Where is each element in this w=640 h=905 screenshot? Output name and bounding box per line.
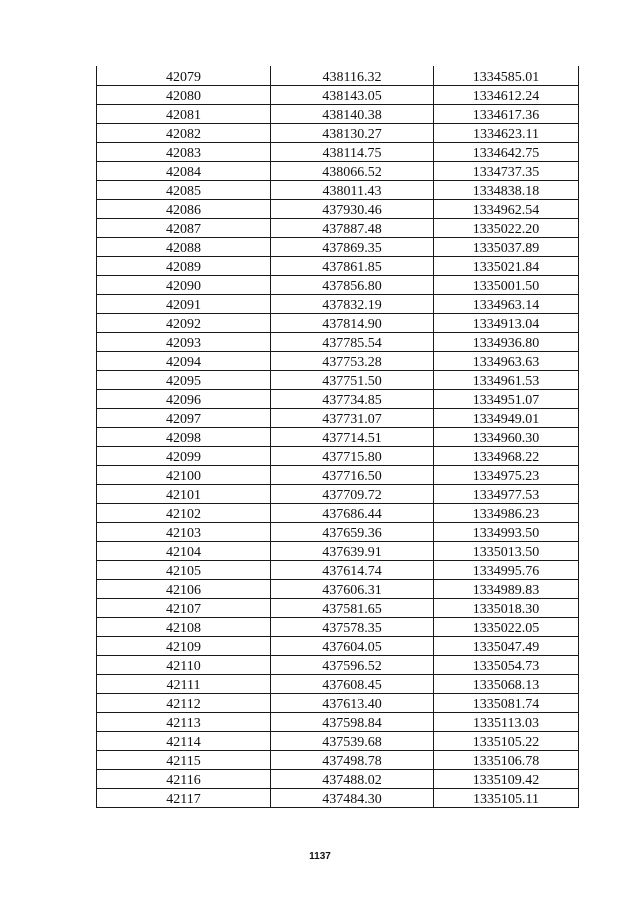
- point-id-cell: [97, 675, 271, 694]
- table-row: [97, 465, 579, 484]
- x-coordinate-value: 437751.50: [322, 373, 382, 389]
- table-row: [97, 294, 579, 313]
- point-id-cell: [97, 598, 271, 617]
- x-coordinate-value: 438011.43: [322, 183, 382, 199]
- point-id-value: 42084: [166, 164, 201, 180]
- point-id-value: 42116: [166, 773, 201, 789]
- point-id-value: 42092: [166, 316, 201, 332]
- y-coordinate-cell: [434, 389, 579, 408]
- table-row: [97, 66, 579, 85]
- x-coordinate-value: 438114.75: [322, 145, 382, 161]
- table-row: [97, 332, 579, 351]
- x-coordinate-value: 437709.72: [322, 487, 382, 503]
- y-coordinate-value: 1334936.80: [472, 335, 540, 351]
- y-coordinate-value: 1334986.23: [472, 506, 540, 522]
- x-coordinate-value: 437608.45: [322, 678, 382, 694]
- y-coordinate-value: 1335047.49: [472, 639, 540, 655]
- x-coordinate-cell: [271, 332, 434, 351]
- table-row: [97, 351, 579, 370]
- point-id-value: 42109: [166, 639, 201, 655]
- y-coordinate-cell: [434, 446, 579, 465]
- y-coordinate-value: 1335109.42: [472, 773, 540, 789]
- x-coordinate-cell: [271, 275, 434, 294]
- point-id-cell: [97, 66, 271, 85]
- y-coordinate-cell: [434, 522, 579, 541]
- point-id-cell: [97, 275, 271, 294]
- x-coordinate-value: 437539.68: [322, 735, 382, 751]
- point-id-value: 42111: [166, 678, 201, 694]
- table-row: [97, 770, 579, 789]
- y-coordinate-cell: [434, 104, 579, 123]
- point-id-cell: [97, 237, 271, 256]
- y-coordinate-value: 1334951.07: [472, 392, 540, 408]
- x-coordinate-value: 437659.36: [322, 525, 382, 541]
- y-coordinate-value: 1335013.50: [472, 544, 540, 560]
- x-coordinate-value: 437488.02: [322, 773, 382, 789]
- x-coordinate-value: 437930.46: [322, 202, 382, 218]
- x-coordinate-cell: [271, 294, 434, 313]
- table-row: [97, 142, 579, 161]
- y-coordinate-value: 1335022.05: [472, 620, 540, 636]
- x-coordinate-cell: [271, 161, 434, 180]
- point-id-cell: [97, 484, 271, 503]
- table-row: [97, 256, 579, 275]
- x-coordinate-value: 437887.48: [322, 221, 382, 237]
- x-coordinate-value: 437606.31: [322, 582, 382, 598]
- x-coordinate-value: 438140.38: [322, 107, 382, 123]
- table-row: [97, 636, 579, 655]
- x-coordinate-cell: [271, 104, 434, 123]
- point-id-cell: [97, 770, 271, 789]
- y-coordinate-value: 1335113.03: [473, 716, 539, 732]
- table-row: [97, 560, 579, 579]
- y-coordinate-cell: [434, 770, 579, 789]
- point-id-cell: [97, 142, 271, 161]
- x-coordinate-cell: [271, 66, 434, 85]
- point-id-value: 42095: [166, 373, 201, 389]
- x-coordinate-cell: [271, 313, 434, 332]
- point-id-value: 42086: [166, 202, 201, 218]
- table-row: [97, 541, 579, 560]
- x-coordinate-cell: [271, 237, 434, 256]
- point-id-cell: [97, 408, 271, 427]
- point-id-cell: [97, 446, 271, 465]
- point-id-value: 42096: [166, 392, 201, 408]
- x-coordinate-value: 437753.28: [322, 354, 382, 370]
- x-coordinate-value: 437814.90: [322, 316, 382, 332]
- y-coordinate-value: 1335018.30: [472, 601, 540, 617]
- x-coordinate-cell: [271, 370, 434, 389]
- x-coordinate-cell: [271, 256, 434, 275]
- point-id-value: 42081: [166, 107, 201, 123]
- point-id-value: 42108: [166, 620, 201, 636]
- point-id-value: 42093: [166, 335, 201, 351]
- table-row: [97, 180, 579, 199]
- y-coordinate-value: 1334737.35: [472, 164, 540, 180]
- coordinate-table-body: [97, 66, 579, 808]
- point-id-cell: [97, 465, 271, 484]
- x-coordinate-cell: [271, 484, 434, 503]
- y-coordinate-cell: [434, 789, 579, 808]
- x-coordinate-cell: [271, 142, 434, 161]
- x-coordinate-cell: [271, 713, 434, 732]
- table-row: [97, 446, 579, 465]
- point-id-value: 42107: [166, 601, 201, 617]
- table-row: [97, 161, 579, 180]
- table-row: [97, 408, 579, 427]
- x-coordinate-cell: [271, 655, 434, 674]
- table-row: [97, 503, 579, 522]
- point-id-cell: [97, 104, 271, 123]
- x-coordinate-cell: [271, 617, 434, 636]
- x-coordinate-value: 437715.80: [322, 449, 382, 465]
- y-coordinate-cell: [434, 427, 579, 446]
- x-coordinate-value: 438130.27: [322, 126, 382, 142]
- x-coordinate-cell: [271, 427, 434, 446]
- y-coordinate-value: 1334977.53: [472, 487, 540, 503]
- point-id-cell: [97, 161, 271, 180]
- x-coordinate-value: 438066.52: [322, 164, 382, 180]
- point-id-cell: [97, 199, 271, 218]
- point-id-value: 42085: [166, 183, 201, 199]
- point-id-cell: [97, 713, 271, 732]
- y-coordinate-cell: [434, 123, 579, 142]
- table-row: [97, 427, 579, 446]
- point-id-cell: [97, 85, 271, 104]
- y-coordinate-value: 1334995.76: [472, 563, 540, 579]
- point-id-value: 42094: [166, 354, 201, 370]
- x-coordinate-cell: [271, 199, 434, 218]
- point-id-value: 42113: [166, 716, 201, 732]
- point-id-cell: [97, 541, 271, 560]
- point-id-cell: [97, 427, 271, 446]
- table-row: [97, 675, 579, 694]
- x-coordinate-cell: [271, 180, 434, 199]
- x-coordinate-cell: [271, 522, 434, 541]
- x-coordinate-cell: [271, 408, 434, 427]
- point-id-value: 42079: [166, 69, 201, 85]
- y-coordinate-value: 1334961.53: [472, 373, 540, 389]
- table-row: [97, 713, 579, 732]
- x-coordinate-value: 437604.05: [322, 639, 382, 655]
- x-coordinate-cell: [271, 770, 434, 789]
- x-coordinate-value: 437856.80: [322, 278, 382, 294]
- y-coordinate-cell: [434, 541, 579, 560]
- y-coordinate-cell: [434, 579, 579, 598]
- x-coordinate-cell: [271, 85, 434, 104]
- point-id-cell: [97, 522, 271, 541]
- y-coordinate-value: 1334963.14: [472, 297, 540, 313]
- point-id-cell: [97, 180, 271, 199]
- y-coordinate-cell: [434, 66, 579, 85]
- page-number: 1137: [309, 851, 331, 862]
- table-row: [97, 275, 579, 294]
- table-row: [97, 85, 579, 104]
- x-coordinate-value: 437716.50: [322, 468, 382, 484]
- point-id-value: 42110: [166, 659, 201, 674]
- y-coordinate-cell: [434, 560, 579, 579]
- x-coordinate-cell: [271, 789, 434, 808]
- point-id-cell: [97, 123, 271, 142]
- table-row: [97, 313, 579, 332]
- point-id-value: 42099: [166, 449, 201, 465]
- point-id-cell: [97, 389, 271, 408]
- x-coordinate-value: 437861.85: [322, 259, 382, 275]
- x-coordinate-cell: [271, 598, 434, 617]
- y-coordinate-value: 1335105.11: [473, 792, 539, 808]
- x-coordinate-cell: [271, 560, 434, 579]
- table-row: [97, 617, 579, 636]
- point-id-value: 42112: [166, 697, 201, 713]
- y-coordinate-cell: [434, 370, 579, 389]
- x-coordinate-value: 437714.51: [322, 430, 382, 446]
- y-coordinate-cell: [434, 713, 579, 732]
- x-coordinate-cell: [271, 675, 434, 694]
- x-coordinate-cell: [271, 751, 434, 770]
- x-coordinate-value: 437484.30: [322, 792, 382, 808]
- y-coordinate-cell: [434, 636, 579, 655]
- table-row: [97, 104, 579, 123]
- y-coordinate-cell: [434, 313, 579, 332]
- point-id-cell: [97, 655, 271, 674]
- x-coordinate-value: 437869.35: [322, 240, 382, 256]
- table-row: [97, 751, 579, 770]
- point-id-value: 42089: [166, 259, 201, 275]
- table-row: [97, 694, 579, 713]
- table-row: [97, 484, 579, 503]
- point-id-cell: [97, 503, 271, 522]
- y-coordinate-cell: [434, 161, 579, 180]
- x-coordinate-value: 437734.85: [322, 392, 382, 408]
- y-coordinate-value: 1334642.75: [472, 145, 540, 161]
- y-coordinate-cell: [434, 218, 579, 237]
- y-coordinate-cell: [434, 598, 579, 617]
- y-coordinate-cell: [434, 199, 579, 218]
- x-coordinate-value: 437578.35: [322, 620, 382, 636]
- point-id-value: 42114: [166, 735, 201, 751]
- point-id-value: 42105: [166, 563, 201, 579]
- point-id-value: 42087: [166, 221, 201, 237]
- point-id-value: 42088: [166, 240, 201, 256]
- y-coordinate-cell: [434, 332, 579, 351]
- y-coordinate-cell: [434, 351, 579, 370]
- x-coordinate-value: 437785.54: [322, 335, 382, 351]
- point-id-value: 42115: [166, 754, 201, 770]
- point-id-value: 42106: [166, 582, 201, 598]
- point-id-value: 42080: [166, 88, 201, 104]
- y-coordinate-cell: [434, 294, 579, 313]
- point-id-cell: [97, 732, 271, 751]
- x-coordinate-cell: [271, 465, 434, 484]
- y-coordinate-value: 1334913.04: [472, 316, 540, 332]
- x-coordinate-value: 437613.40: [322, 697, 382, 713]
- point-id-cell: [97, 636, 271, 655]
- table-row: [97, 237, 579, 256]
- x-coordinate-value: 437832.19: [322, 297, 382, 313]
- y-coordinate-cell: [434, 275, 579, 294]
- x-coordinate-cell: [271, 694, 434, 713]
- y-coordinate-value: 1334838.18: [472, 183, 540, 199]
- coordinate-table: [96, 66, 579, 808]
- y-coordinate-cell: [434, 142, 579, 161]
- y-coordinate-value: 1334612.24: [472, 88, 540, 104]
- x-coordinate-value: 438143.05: [322, 88, 382, 104]
- point-id-value: 42117: [166, 792, 201, 808]
- point-id-cell: [97, 218, 271, 237]
- y-coordinate-value: 1335022.20: [472, 221, 540, 237]
- table-row: [97, 789, 579, 808]
- point-id-cell: [97, 560, 271, 579]
- y-coordinate-cell: [434, 617, 579, 636]
- y-coordinate-cell: [434, 256, 579, 275]
- y-coordinate-cell: [434, 655, 579, 674]
- point-id-value: 42102: [166, 506, 201, 522]
- x-coordinate-value: 437498.78: [322, 754, 382, 770]
- point-id-cell: [97, 313, 271, 332]
- y-coordinate-cell: [434, 484, 579, 503]
- x-coordinate-cell: [271, 123, 434, 142]
- y-coordinate-value: 1334962.54: [472, 202, 540, 218]
- point-id-value: 42097: [166, 411, 201, 427]
- x-coordinate-cell: [271, 732, 434, 751]
- y-coordinate-value: 1335054.73: [472, 659, 540, 674]
- table-row: [97, 370, 579, 389]
- y-coordinate-value: 1335068.13: [472, 678, 540, 694]
- point-id-cell: [97, 332, 271, 351]
- y-coordinate-value: 1335105.22: [472, 735, 540, 751]
- x-coordinate-cell: [271, 351, 434, 370]
- y-coordinate-cell: [434, 675, 579, 694]
- y-coordinate-value: 1334623.11: [473, 126, 539, 142]
- y-coordinate-cell: [434, 237, 579, 256]
- point-id-cell: [97, 694, 271, 713]
- x-coordinate-cell: [271, 446, 434, 465]
- point-id-cell: [97, 579, 271, 598]
- table-row: [97, 522, 579, 541]
- y-coordinate-cell: [434, 85, 579, 104]
- y-coordinate-cell: [434, 694, 579, 713]
- x-coordinate-value: 437686.44: [322, 506, 382, 522]
- x-coordinate-cell: [271, 636, 434, 655]
- x-coordinate-value: 437614.74: [322, 563, 382, 579]
- point-id-cell: [97, 789, 271, 808]
- y-coordinate-value: 1334617.36: [472, 107, 540, 123]
- x-coordinate-cell: [271, 389, 434, 408]
- table-row: [97, 123, 579, 142]
- point-id-value: 42082: [166, 126, 201, 142]
- table-row: [97, 389, 579, 408]
- point-id-value: 42083: [166, 145, 201, 161]
- y-coordinate-cell: [434, 180, 579, 199]
- point-id-cell: [97, 256, 271, 275]
- point-id-value: 42098: [166, 430, 201, 446]
- y-coordinate-value: 1334975.23: [472, 468, 540, 484]
- table-row: [97, 655, 579, 674]
- point-id-value: 42101: [166, 487, 201, 503]
- table-row: [97, 218, 579, 237]
- x-coordinate-value: 437596.52: [322, 659, 382, 674]
- x-coordinate-value: 437598.84: [322, 716, 382, 732]
- y-coordinate-value: 1334993.50: [472, 525, 540, 541]
- y-coordinate-value: 1334585.01: [472, 69, 540, 85]
- point-id-cell: [97, 351, 271, 370]
- x-coordinate-value: 437581.65: [322, 601, 382, 617]
- y-coordinate-cell: [434, 408, 579, 427]
- y-coordinate-value: 1334968.22: [472, 449, 540, 465]
- table-row: [97, 598, 579, 617]
- y-coordinate-cell: [434, 465, 579, 484]
- table-row: [97, 579, 579, 598]
- y-coordinate-cell: [434, 503, 579, 522]
- x-coordinate-value: 437639.91: [322, 544, 382, 560]
- point-id-value: 42100: [166, 468, 201, 484]
- y-coordinate-value: 1335081.74: [472, 697, 540, 713]
- y-coordinate-value: 1335001.50: [472, 278, 540, 294]
- x-coordinate-value: 438116.32: [322, 69, 382, 85]
- x-coordinate-value: 437731.07: [322, 411, 382, 427]
- y-coordinate-value: 1335037.89: [472, 240, 540, 256]
- y-coordinate-value: 1334963.63: [472, 354, 540, 370]
- y-coordinate-value: 1335106.78: [472, 754, 540, 770]
- point-id-value: 42103: [166, 525, 201, 541]
- x-coordinate-cell: [271, 541, 434, 560]
- point-id-value: 42090: [166, 278, 201, 294]
- y-coordinate-value: 1334949.01: [472, 411, 540, 427]
- y-coordinate-cell: [434, 751, 579, 770]
- y-coordinate-value: 1335021.84: [472, 259, 540, 275]
- y-coordinate-cell: [434, 732, 579, 751]
- point-id-cell: [97, 370, 271, 389]
- table-row: [97, 199, 579, 218]
- table-row: [97, 732, 579, 751]
- point-id-cell: [97, 294, 271, 313]
- y-coordinate-value: 1334960.30: [472, 430, 540, 446]
- point-id-cell: [97, 617, 271, 636]
- point-id-value: 42091: [166, 297, 201, 313]
- x-coordinate-cell: [271, 579, 434, 598]
- point-id-value: 42104: [166, 544, 201, 560]
- point-id-cell: [97, 751, 271, 770]
- x-coordinate-cell: [271, 218, 434, 237]
- x-coordinate-cell: [271, 503, 434, 522]
- y-coordinate-value: 1334989.83: [472, 582, 540, 598]
